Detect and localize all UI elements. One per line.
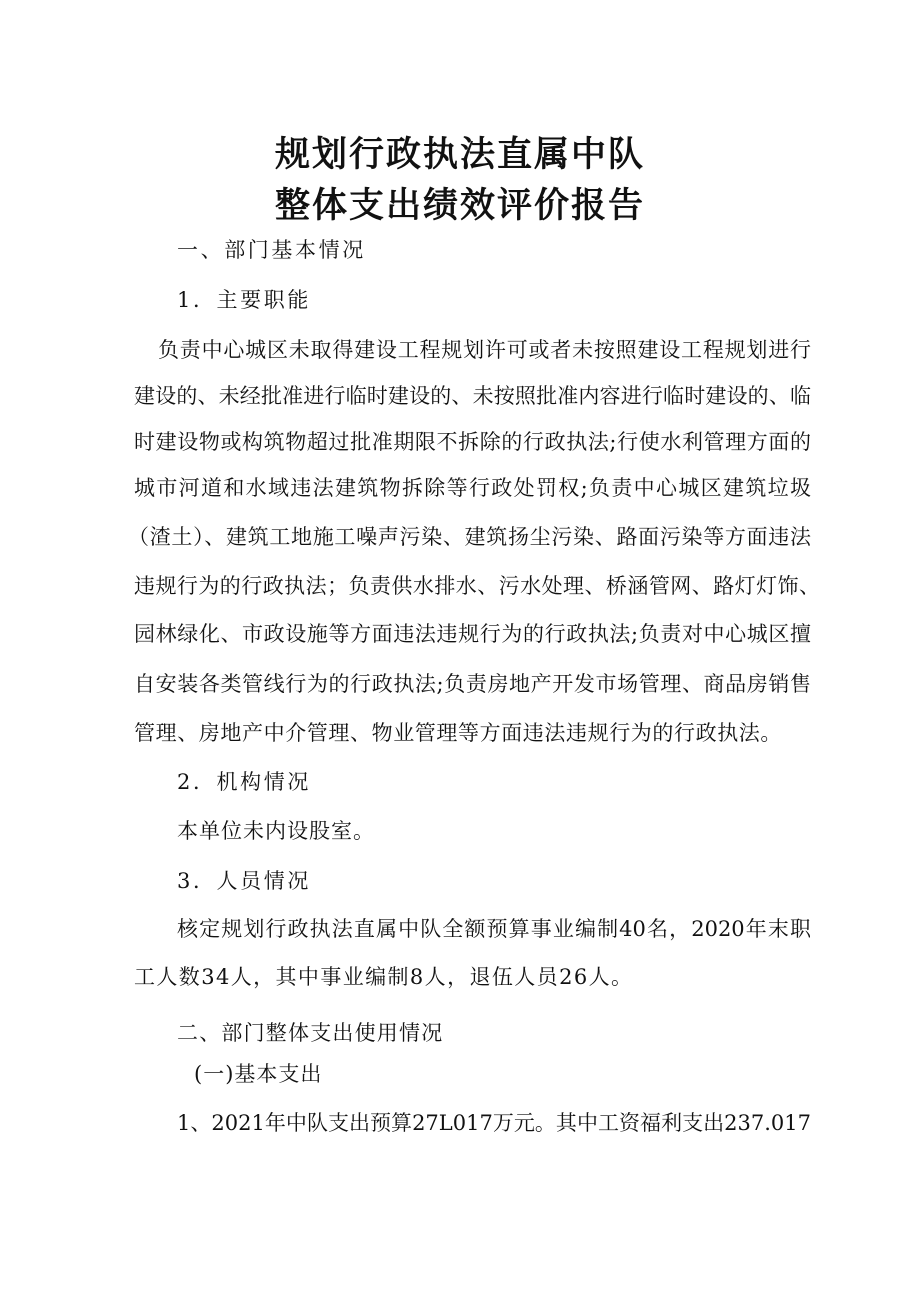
paragraph-line: 城市河道和水域违法建筑物拆除等行政处罚权;负责中心城区建筑垃圾 xyxy=(134,476,811,500)
paragraph-line: 自安装各类管线行为的行政执法;负责房地产开发市场管理、商品房销售 xyxy=(134,672,811,696)
section-heading-expenditure: 二、部门整体支出使用情况 xyxy=(177,1021,444,1045)
paragraph-line: 时建设物或构筑物超过批准期限不拆除的行政执法;行使水利管理方面的 xyxy=(134,430,811,454)
document-title-line-2: 整体支出绩效评价报告 xyxy=(274,186,645,226)
paragraph-line: 管理、房地产中介管理、物业管理等方面违法违规行为的行政执法。 xyxy=(134,721,782,745)
subheading-personnel: 3．人员情况 xyxy=(177,869,311,893)
paragraph-line: 负责中心城区未取得建设工程规划许可或者未按照建设工程规划进行 xyxy=(158,338,811,362)
paragraph-line: 违规行为的行政执法；负责供水排水、污水处理、桥涵管网、路灯灯饰、 xyxy=(134,574,820,598)
basic-expenditure-text: 1、2021年中队支出预算27L017万元。其中工资福利支出237.017 xyxy=(177,1111,811,1135)
paragraph-line: （渣土）、建筑工地施工噪声污染、建筑扬尘污染、路面污染等方面违法 xyxy=(128,525,811,549)
subheading-basic-expenditure: (一)基本支出 xyxy=(194,1062,323,1086)
subheading-main-functions: 1．主要职能 xyxy=(177,288,311,312)
document-title-line-1: 规划行政执法直属中队 xyxy=(274,135,645,175)
section-heading-basic-info: 一、部门基本情况 xyxy=(177,238,366,262)
paragraph-line: 建设的、未经批准进行临时建设的、未按照批准内容进行临时建设的、临 xyxy=(134,384,811,408)
organization-text: 本单位未内设股室。 xyxy=(177,819,375,843)
personnel-line: 核定规划行政执法直属中队全额预算事业编制40名，2020年末职 xyxy=(177,917,811,941)
personnel-line: 工人数34人，其中事业编制8人，退伍人员26人。 xyxy=(134,965,634,989)
subheading-organization: 2．机构情况 xyxy=(177,770,311,794)
paragraph-line: 园林绿化、市政设施等方面违法违规行为的行政执法;负责对中心城区擅 xyxy=(134,622,811,646)
